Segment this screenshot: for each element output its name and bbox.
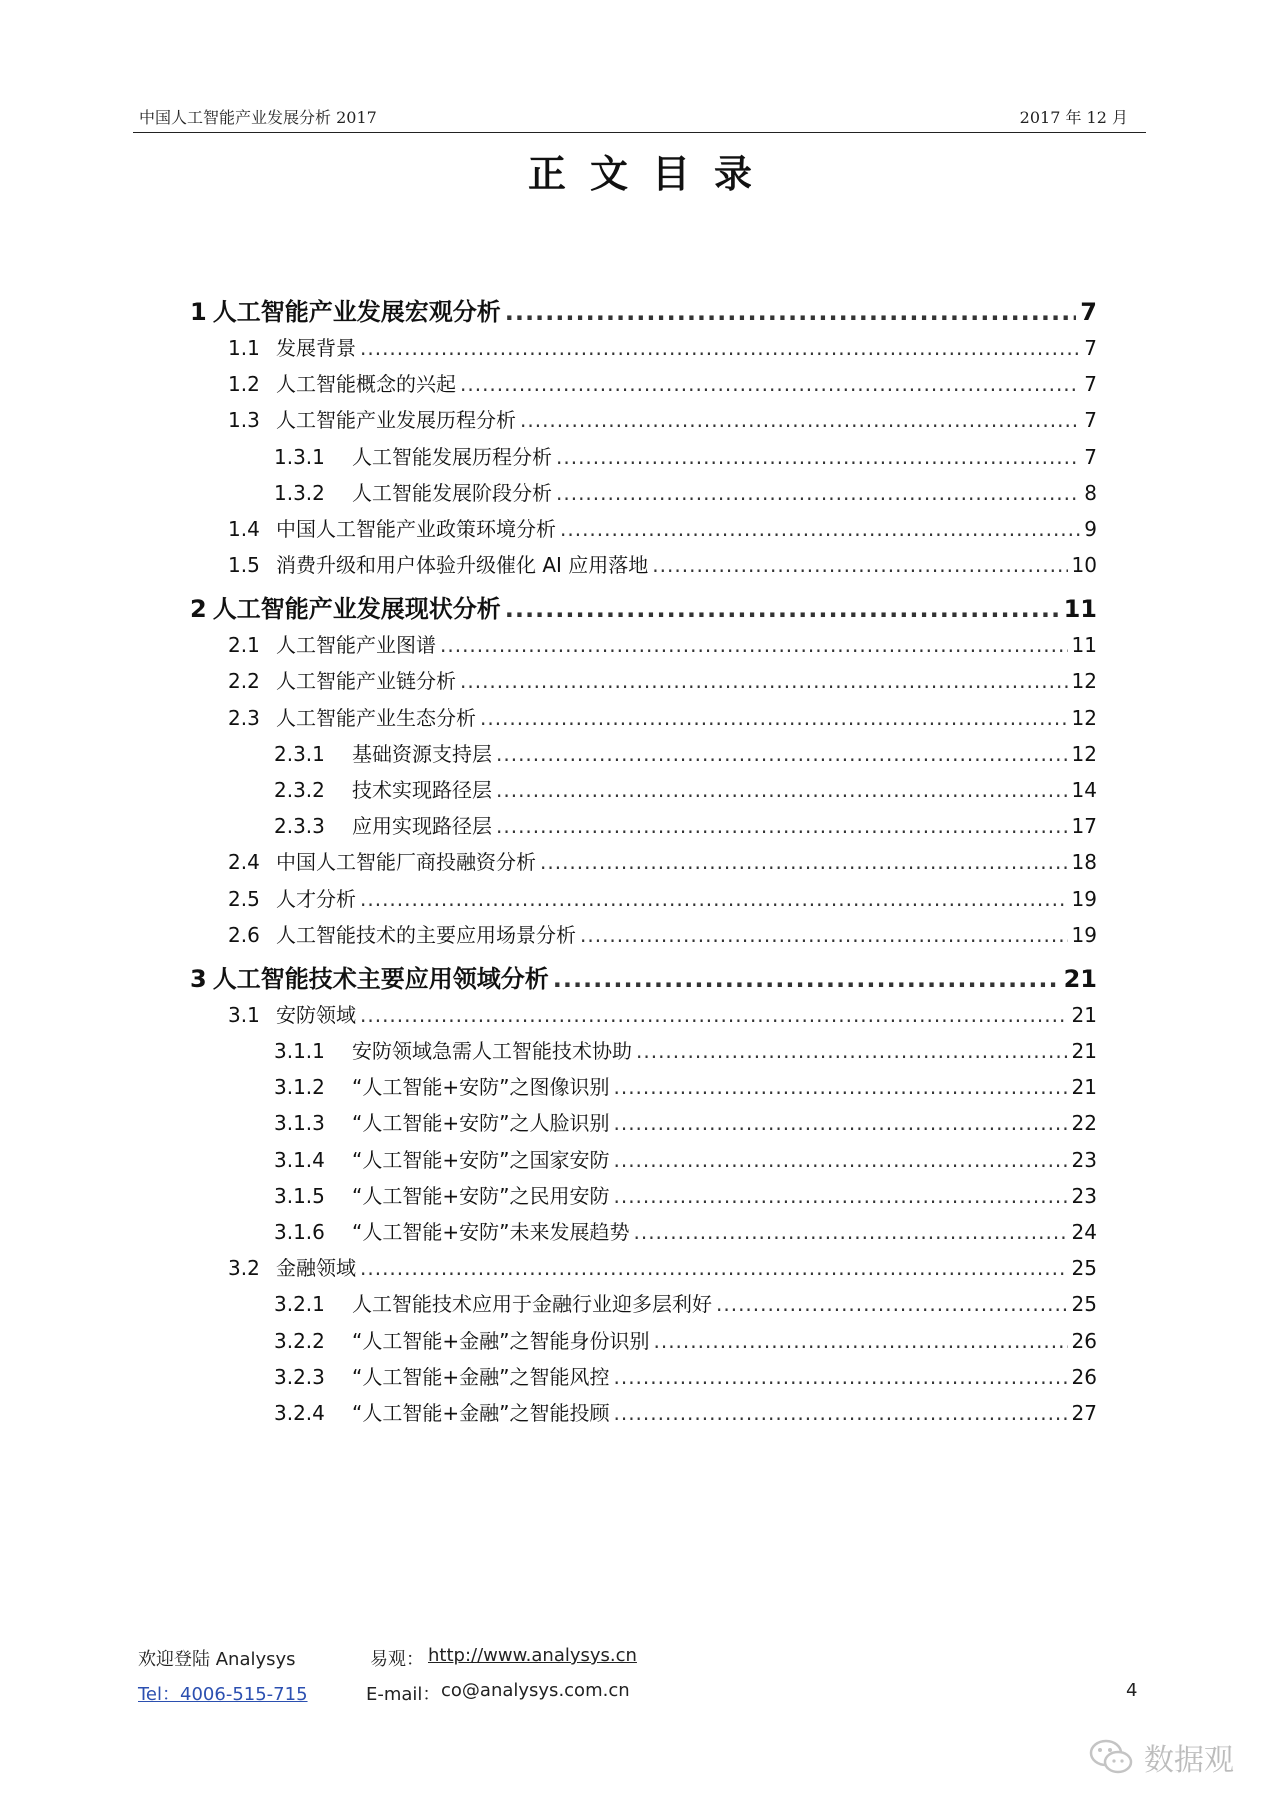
toc-entry-page: 23 [1071, 1147, 1097, 1172]
toc-dot-leader [636, 1039, 1068, 1063]
toc-dot-leader [440, 633, 1068, 657]
toc-entry-number: 1.5 [228, 553, 260, 578]
toc-entry-page: 10 [1071, 553, 1097, 578]
toc-dot-leader [480, 706, 1068, 730]
toc-entry-2-6[interactable] [228, 919, 1097, 949]
toc-entry-1[interactable] [190, 292, 1097, 328]
toc-entry-number: 3.1.3 [274, 1111, 325, 1136]
toc-entry-3-1[interactable] [228, 999, 1097, 1029]
toc-entry-number: 1.3.1 [274, 444, 325, 469]
toc-entry-title: 人工智能产业图谱 [276, 633, 436, 658]
toc-entry-page: 19 [1071, 886, 1097, 911]
toc-dot-leader [613, 1148, 1067, 1172]
footer-tel-link[interactable]: Tel：4006-515-715 [138, 1684, 308, 1705]
toc-entry-3-2-4[interactable] [274, 1397, 1097, 1427]
toc-dot-leader [505, 595, 1060, 623]
toc-entry-title: 人工智能产业发展历程分析 [276, 408, 516, 433]
toc-entry-page: 18 [1071, 850, 1097, 875]
toc-entry-page: 19 [1071, 922, 1097, 947]
toc-entry-number: 3.2.4 [274, 1401, 325, 1425]
toc-entry-page: 7 [1080, 298, 1097, 326]
toc-entry-page: 22 [1071, 1111, 1097, 1136]
toc-entry-number: 2 [190, 595, 207, 624]
toc-dot-leader [460, 669, 1068, 693]
toc-entry-2-5[interactable] [228, 883, 1097, 913]
toc-entry-2-3[interactable] [228, 702, 1097, 732]
page-footer [138, 1645, 1138, 1715]
toc-entry-page: 17 [1071, 814, 1097, 839]
toc-entry-2-3-1[interactable] [274, 738, 1097, 768]
footer-site-label: 易观： [370, 1649, 424, 1670]
toc-entry-title: 人工智能概念的兴起 [276, 372, 456, 397]
toc-entry-3-2-2[interactable] [274, 1325, 1097, 1355]
toc-dot-leader [580, 923, 1068, 947]
toc-entry-number: 2.2 [228, 669, 260, 694]
toc-entry-page: 14 [1071, 778, 1097, 802]
toc-entry-title: “人工智能+金融”之智能投顾 [352, 1401, 610, 1425]
toc-entry-number: 2.1 [228, 633, 260, 658]
toc-entry-page: 12 [1071, 669, 1097, 694]
toc-dot-leader [360, 336, 1080, 360]
toc-entry-number: 2.5 [228, 886, 260, 911]
toc-entry-number: 2.3.2 [274, 778, 325, 802]
toc-dot-leader [360, 887, 1068, 911]
toc-entry-number: 3.2.3 [274, 1364, 325, 1389]
toc-entry-number: 3.1.4 [274, 1147, 325, 1172]
toc-dot-leader [360, 1003, 1068, 1027]
toc-entry-title: 人工智能技术主要应用领域分析 [212, 964, 549, 993]
toc-entry-3-2-1[interactable] [274, 1288, 1097, 1318]
toc-entry-1-1[interactable] [228, 332, 1097, 362]
toc-entry-title: 人工智能技术应用于金融行业迎多层利好 [352, 1292, 712, 1317]
toc-entry-1-5[interactable] [228, 549, 1097, 579]
toc-dot-leader [613, 1401, 1067, 1425]
footer-site-link[interactable]: http://www.analysys.cn [428, 1645, 637, 1666]
toc-entry-page: 12 [1071, 705, 1097, 730]
toc-dot-leader [496, 778, 1068, 802]
toc-entry-number: 1.4 [228, 517, 260, 541]
toc-entry-page: 24 [1071, 1220, 1097, 1244]
toc-entry-number: 3.2.1 [274, 1292, 325, 1317]
page-title: 正文目录 [527, 152, 776, 196]
toc-entry-number: 3.2.2 [274, 1328, 325, 1353]
toc-entry-2[interactable] [190, 589, 1097, 625]
toc-entry-page: 11 [1071, 633, 1097, 658]
toc-entry-2-3-2[interactable] [274, 774, 1097, 804]
toc-entry-page: 8 [1084, 480, 1097, 505]
toc-entry-page: 27 [1071, 1401, 1097, 1425]
footer-email-label: E-mail： [366, 1684, 441, 1705]
toc-entry-page: 9 [1084, 517, 1097, 541]
toc-entry-page: 25 [1071, 1292, 1097, 1317]
header-report-title: 中国人工智能产业发展分析 2017 [139, 108, 377, 127]
toc-dot-leader [360, 1256, 1068, 1280]
toc-entry-1-3[interactable] [228, 404, 1097, 434]
toc-entry-title: “人工智能+安防”之民用安防 [352, 1183, 610, 1208]
toc-dot-leader [496, 742, 1068, 766]
toc-entry-title: 金融领域 [276, 1256, 356, 1281]
toc-dot-leader [520, 408, 1080, 432]
toc-entry-title: “人工智能+安防”未来发展趋势 [352, 1220, 630, 1244]
toc-dot-leader [553, 965, 1060, 993]
toc-dot-leader [716, 1292, 1068, 1316]
toc-entry-2-4[interactable] [228, 846, 1097, 876]
toc-entry-title: 应用实现路径层 [352, 814, 492, 839]
toc-entry-page: 21 [1071, 1039, 1097, 1063]
page-header [133, 105, 1146, 133]
toc-entry-page: 7 [1084, 444, 1097, 469]
toc-entry-number: 2.6 [228, 922, 260, 947]
toc-entry-1-3-1[interactable] [274, 441, 1097, 471]
wechat-icon [1088, 1737, 1134, 1777]
toc-entry-page: 11 [1063, 595, 1097, 624]
toc-entry-title: “人工智能+安防”之图像识别 [352, 1075, 610, 1100]
toc-entry-3-1-6[interactable] [274, 1216, 1097, 1246]
toc-entry-1-2[interactable] [228, 368, 1097, 398]
toc-entry-number: 2.3.1 [274, 741, 325, 766]
footer-email: co@analysys.com.cn [441, 1680, 630, 1701]
toc-entry-2-3-3[interactable] [274, 810, 1097, 840]
toc-entry-title: 人工智能产业发展宏观分析 [212, 298, 501, 326]
toc-entry-title: 安防领域 [276, 1002, 356, 1027]
toc-dot-leader [460, 372, 1080, 396]
toc-entry-title: 人工智能产业发展现状分析 [212, 595, 501, 624]
toc-entry-number: 3 [190, 964, 207, 993]
toc-entry-title: “人工智能+安防”之人脸识别 [352, 1111, 610, 1136]
page-number: 4 [1126, 1680, 1138, 1701]
toc-entry-2-1[interactable] [228, 629, 1097, 659]
toc-entry-number: 3.1.5 [274, 1183, 325, 1208]
toc-entry-page: 7 [1084, 372, 1097, 397]
watermark [1088, 1735, 1234, 1779]
toc-entry-title: 人工智能产业生态分析 [276, 705, 476, 730]
toc-entry-3-1-5[interactable] [274, 1180, 1097, 1210]
toc-entry-page: 21 [1063, 964, 1097, 993]
toc-entry-3-2[interactable] [228, 1252, 1097, 1282]
toc-entry-3-1-3[interactable] [274, 1107, 1097, 1137]
toc-dot-leader [560, 517, 1080, 541]
toc-entry-page: 21 [1071, 1002, 1097, 1027]
toc-entry-title: “人工智能+安防”之国家安防 [352, 1147, 610, 1172]
toc-entry-page: 26 [1071, 1328, 1097, 1353]
toc-entry-1-3-2[interactable] [274, 477, 1097, 507]
toc-dot-leader [613, 1075, 1067, 1099]
toc-entry-number: 3.1.1 [274, 1039, 325, 1063]
toc-entry-page: 25 [1071, 1256, 1097, 1281]
toc-entry-title: 人工智能技术的主要应用场景分析 [276, 922, 576, 947]
toc-entry-number: 2.3.3 [274, 814, 325, 839]
watermark-text: 数据观 [1144, 1743, 1234, 1778]
toc-dot-leader [556, 481, 1080, 505]
toc-dot-leader [652, 553, 1067, 577]
toc-entry-number: 1.1 [228, 336, 260, 360]
toc-entry-3-1-2[interactable] [274, 1071, 1097, 1101]
toc-dot-leader [556, 445, 1080, 469]
toc-entry-3[interactable] [190, 959, 1097, 995]
toc-entry-page: 12 [1071, 741, 1097, 766]
toc-entry-3-2-3[interactable] [274, 1361, 1097, 1391]
toc-dot-leader [633, 1220, 1067, 1244]
toc-dot-leader [505, 298, 1077, 326]
header-date: 2017 年 12 月 [1019, 108, 1128, 127]
toc-entry-title: 人工智能产业链分析 [276, 669, 456, 694]
toc-dot-leader [613, 1365, 1067, 1389]
toc-entry-number: 3.1 [228, 1002, 260, 1027]
toc-dot-leader [496, 814, 1068, 838]
toc-entry-2-2[interactable] [228, 665, 1097, 695]
toc-dot-leader [540, 850, 1068, 874]
toc-entry-number: 3.2 [228, 1256, 260, 1281]
toc-entry-title: 安防领域急需人工智能技术协助 [352, 1039, 632, 1063]
toc-entry-page: 21 [1071, 1075, 1097, 1100]
toc-entry-title: 人工智能发展历程分析 [352, 444, 552, 469]
footer-welcome: 欢迎登陆 Analysys [138, 1649, 296, 1670]
toc-entry-title: “人工智能+金融”之智能风控 [352, 1364, 610, 1389]
toc-entry-number: 2.3 [228, 705, 260, 730]
toc-entry-title: 人工智能发展阶段分析 [352, 480, 552, 505]
toc-entry-title: 技术实现路径层 [352, 778, 492, 802]
toc-entry-number: 1 [190, 298, 207, 326]
toc-entry-page: 23 [1071, 1183, 1097, 1208]
toc-entry-title: 中国人工智能厂商投融资分析 [276, 850, 536, 875]
toc-entry-number: 1.3.2 [274, 480, 325, 505]
toc-entry-3-1-4[interactable] [274, 1144, 1097, 1174]
toc-entry-number: 3.1.6 [274, 1220, 325, 1244]
toc-dot-leader [653, 1329, 1067, 1353]
toc-entry-3-1-1[interactable] [274, 1035, 1097, 1065]
toc-entry-number: 1.2 [228, 372, 260, 397]
toc-entry-number: 2.4 [228, 850, 260, 875]
toc-entry-title: 发展背景 [276, 336, 356, 360]
toc-entry-page: 7 [1084, 408, 1097, 433]
toc-entry-page: 7 [1084, 336, 1097, 360]
toc-entry-number: 1.3 [228, 408, 260, 433]
toc-entry-title: 人才分析 [276, 886, 356, 911]
toc-dot-leader [613, 1184, 1067, 1208]
toc-entry-page: 26 [1071, 1364, 1097, 1389]
toc-entry-title: 消费升级和用户体验升级催化 AI 应用落地 [276, 553, 649, 578]
toc-entry-title: “人工智能+金融”之智能身份识别 [352, 1328, 650, 1353]
toc-dot-leader [613, 1111, 1067, 1135]
toc-entry-1-4[interactable] [228, 513, 1097, 543]
toc-entry-title: 基础资源支持层 [352, 741, 492, 766]
toc-entry-title: 中国人工智能产业政策环境分析 [276, 517, 556, 541]
toc-entry-number: 3.1.2 [274, 1075, 325, 1100]
